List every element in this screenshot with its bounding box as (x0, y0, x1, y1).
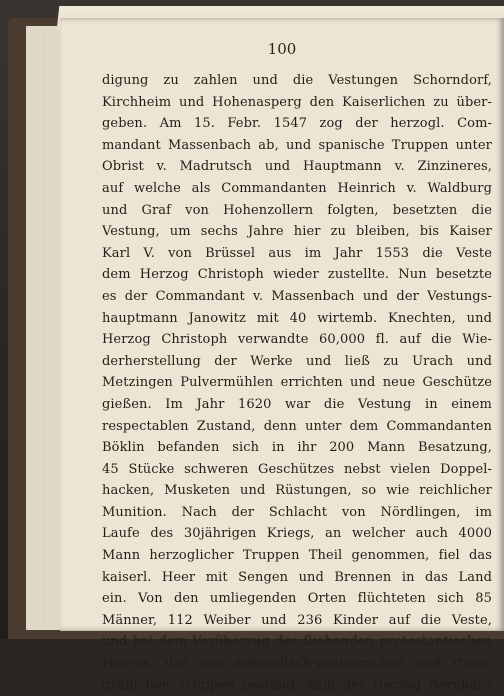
text-line: derherstellung der Werke und ließ zu Urach und (102, 353, 492, 369)
text-line: und Graf von Hohenzollern folgten, besetzten die (102, 202, 492, 218)
page-number: 100 (267, 40, 297, 58)
text-line: hacken, Musketen und Rüstungen, so wie reichlicher (102, 483, 492, 499)
text-line: Obrist v. Madrutsch und Hauptmann v. Zinzineres, (102, 159, 492, 175)
body-text (102, 70, 492, 696)
text-line: ein. Von den umliegenden Orten flüchteten sich 85 (102, 591, 492, 607)
text-line: Karl V. von Brüssel aus im Jahr 1553 die Veste (102, 245, 492, 261)
text-line: mandant Massenbach ab, und spanische Truppen unter (102, 137, 492, 153)
text-line: digung zu zahlen und die Vestungen Schorndorf, (102, 73, 492, 88)
text-line: gießen. Im Jahr 1620 war die Vestung in einem (102, 396, 492, 412)
text-line: Herzog Christoph verwandte 60,000 fl. auf die Wie- (102, 332, 492, 348)
text-line: Kirchheim und Hohenasperg den Kaiserlichen zu über- (102, 94, 492, 110)
text-line: dem Herzog Christoph wieder zustellte. Nun besetzte (102, 267, 492, 283)
text-line: auf welche als Commandanten Heinrich v. Waldburg (102, 180, 492, 196)
text-line: Laufe des 30jährigen Kriegs, an welcher auch 4000 (102, 526, 492, 542)
text-line: Böklin befanden sich in ihr 200 Mann Besatzung, (102, 440, 492, 456)
text-line: Metzingen Pulvermühlen errichten und neue Geschütze (102, 375, 492, 391)
text-line: geben. Am 15. Febr. 1547 zog der herzogl. Com- (102, 116, 492, 132)
text-line: Heeres, das aus schwedisch-weimarschen und rhein- (102, 656, 492, 672)
text-line: 45 Stücke schweren Geschützes nebst vielen Doppel- (102, 461, 492, 477)
text-line: Munition. Nach der Schlacht von Nördlingen, im (102, 504, 492, 520)
text-line: Vestung, um sechs Jahre hier zu bleiben, bis Kaiser (102, 224, 492, 240)
text-line: hauptmann Janowitz mit 40 wirtemb. Knechten, und (102, 310, 492, 326)
text-line: gräflichen Truppen bestand, kam der Herzog Bernhard (102, 677, 492, 693)
text-line: respectablen Zustand, denn unter dem Commandanten (102, 418, 492, 434)
text-line: Mann herzoglicher Truppen Theil genommen, fiel das (102, 548, 492, 564)
text-line: Männer, 112 Weiber und 236 Kinder auf die Veste, (102, 612, 492, 628)
text-line: es der Commandant v. Massenbach und der Vestungs- (102, 288, 492, 304)
text-line: kaiserl. Heer mit Sengen und Brennen in das Land (102, 569, 492, 585)
text-line: und bei dem Vorüberzug des fliehenden protestantischen (102, 634, 492, 650)
